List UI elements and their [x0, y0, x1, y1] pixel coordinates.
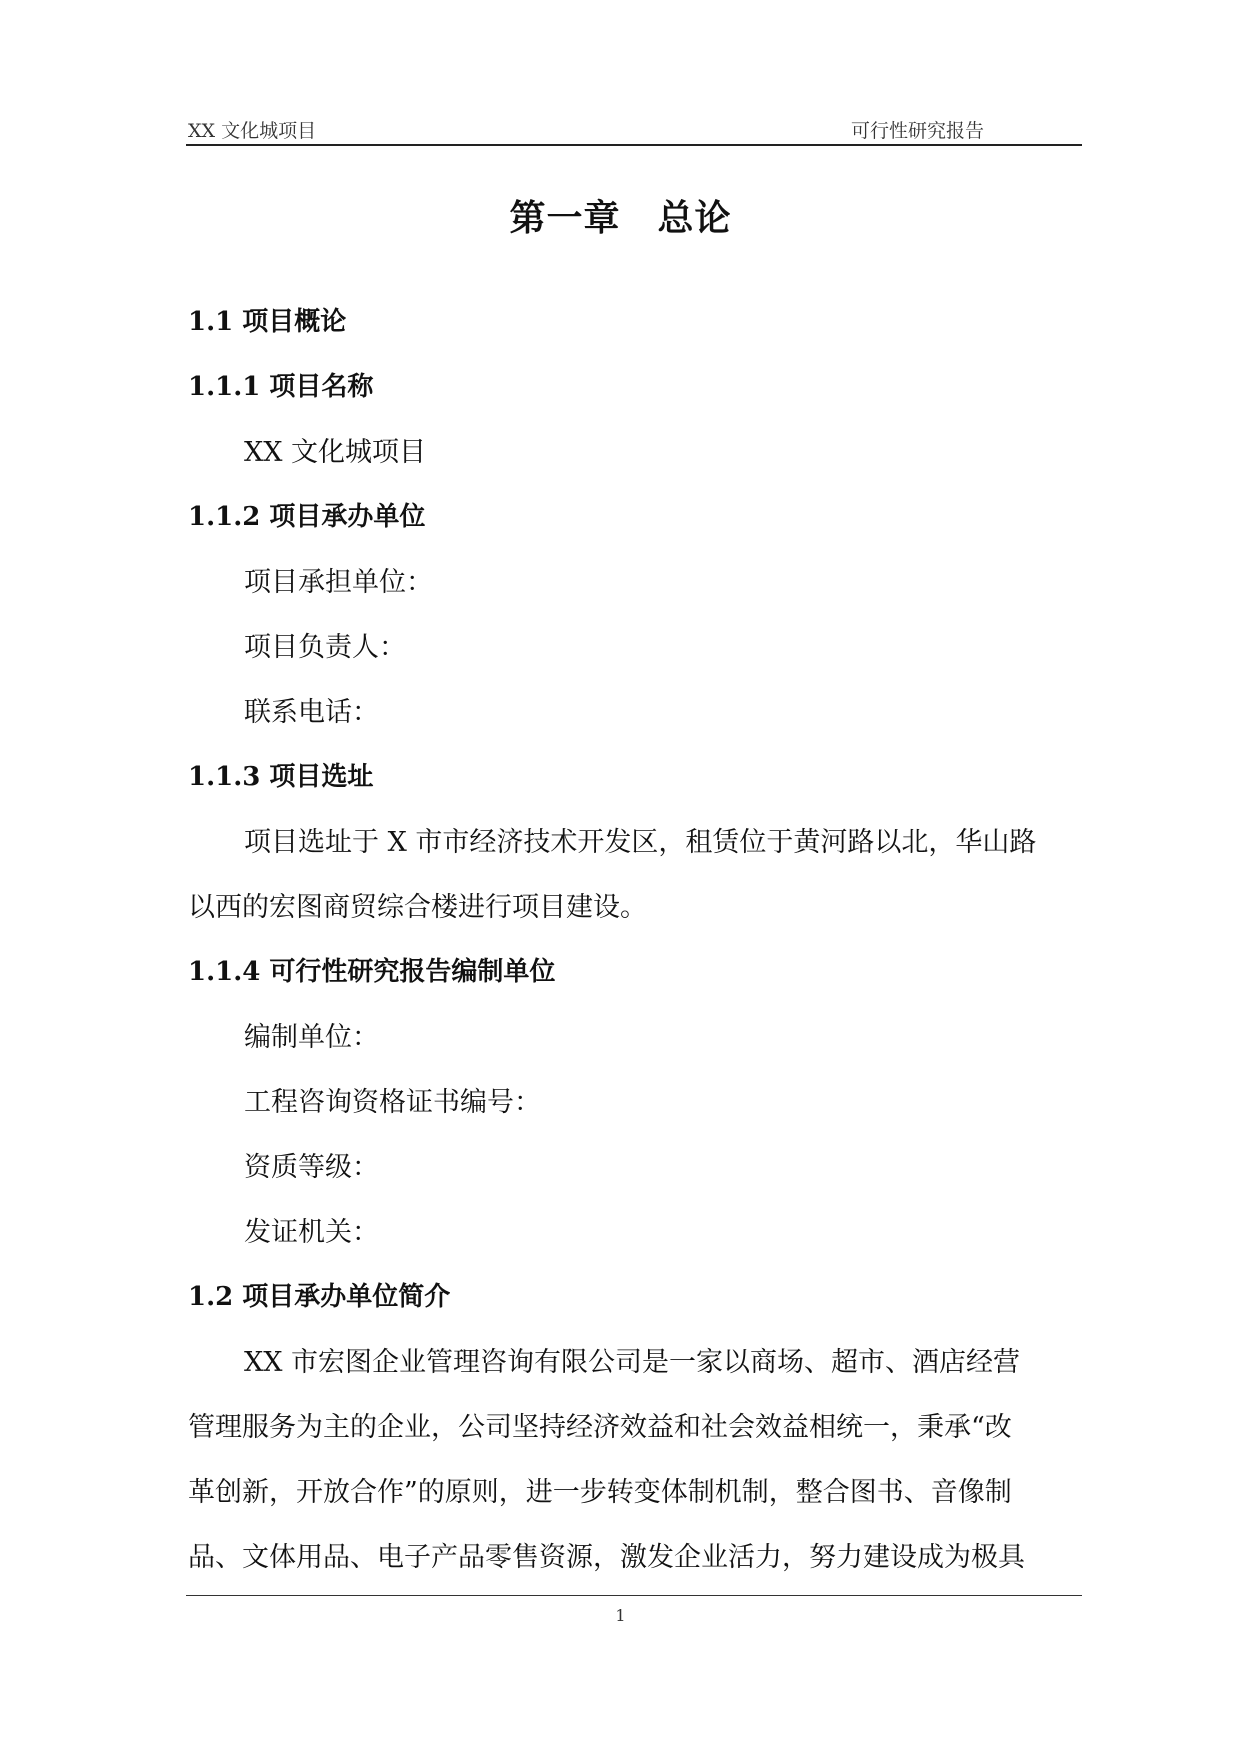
- site-paragraph-line: 以西的宏图商贸综合楼进行项目建设。: [188, 892, 647, 923]
- footer-divider: [186, 1595, 1082, 1596]
- undertaking-unit-label: 项目承担单位：: [244, 567, 433, 598]
- section-heading-1-1-2: 1.1.2 项目承办单位: [188, 502, 426, 532]
- section-heading-1-1-1: 1.1.1 项目名称: [188, 372, 374, 402]
- project-leader-label: 项目负责人：: [244, 632, 406, 663]
- company-intro-paragraph: [188, 1330, 1082, 1590]
- section-heading-1-1: 1.1 项目概论: [188, 307, 347, 337]
- page-number: 1: [615, 1606, 626, 1625]
- site-paragraph: [188, 810, 1082, 940]
- qualification-level-label: 资质等级：: [244, 1152, 379, 1183]
- page-header: [186, 114, 1082, 146]
- section-heading-1-1-4: 1.1.4 可行性研究报告编制单位: [188, 957, 556, 987]
- intro-paragraph-line: XX 市宏图企业管理咨询有限公司是一家以商场、超市、酒店经营: [244, 1347, 1021, 1378]
- compiling-unit-label: 编制单位：: [244, 1022, 379, 1053]
- section-heading-1-1-3: 1.1.3 项目选址: [188, 762, 374, 792]
- header-report-type: 可行性研究报告: [850, 120, 984, 142]
- certificate-number-label: 工程咨询资格证书编号：: [244, 1087, 541, 1118]
- project-name-text: XX 文化城项目: [244, 437, 427, 468]
- intro-paragraph-line: 管理服务为主的企业，公司坚持经济效益和社会效益相统一，秉承“改: [188, 1412, 1012, 1443]
- document-body: [188, 290, 1082, 1590]
- header-project-name: XX 文化城项目: [188, 120, 317, 142]
- site-paragraph-line: 项目选址于 X 市市经济技术开发区，租赁位于黄河路以北，华山路: [244, 827, 1037, 858]
- chapter-title: 第一章 总论: [509, 197, 732, 239]
- section-heading-1-2: 1.2 项目承办单位简介: [188, 1282, 451, 1312]
- contact-phone-label: 联系电话：: [244, 697, 379, 728]
- intro-paragraph-line: 品、文体用品、电子产品零售资源，激发企业活力，努力建设成为极具: [188, 1542, 1025, 1573]
- issuing-authority-label: 发证机关：: [244, 1217, 379, 1248]
- intro-paragraph-line: 革创新，开放合作”的原则，进一步转变体制机制，整合图书、音像制: [188, 1477, 1012, 1508]
